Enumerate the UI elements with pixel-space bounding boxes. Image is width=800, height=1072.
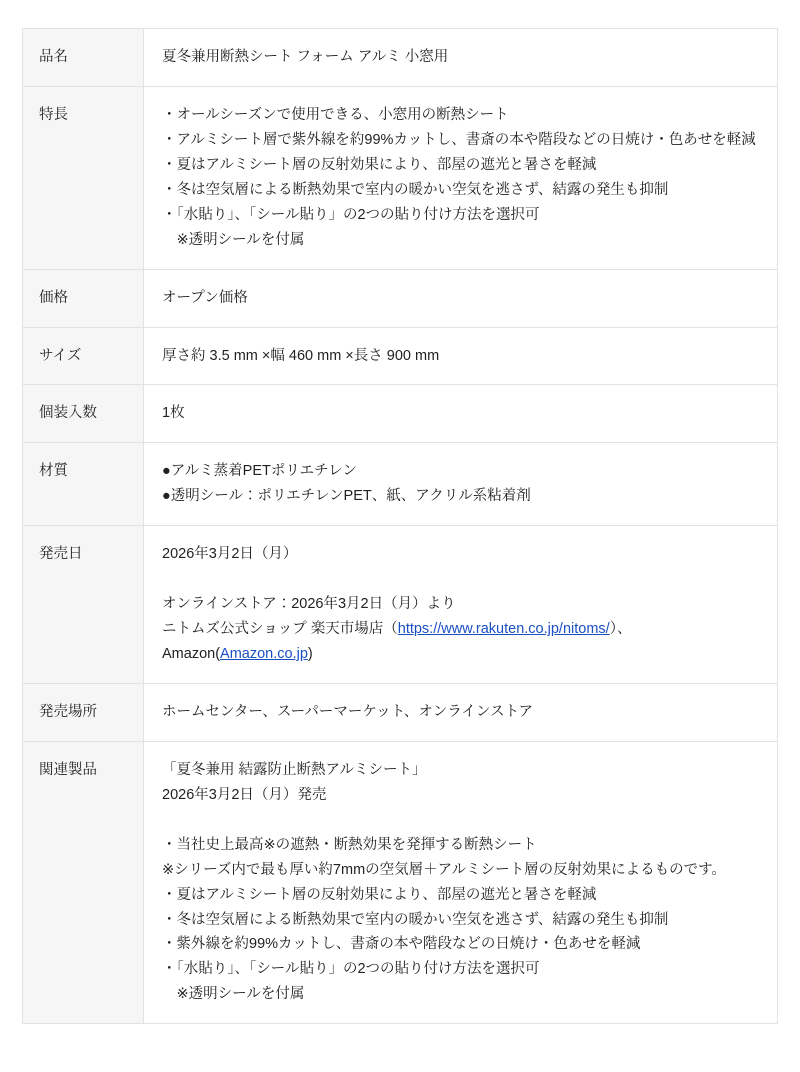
text-line: ・当社史上最高※の遮熱・断熱効果を発揮する断熱シート [162, 836, 537, 853]
row-value-price [144, 269, 778, 327]
text-line: オンラインストア：2026年3月2日（月）より [162, 596, 456, 613]
row-value-sales-location [144, 683, 778, 741]
text-line: ※シリーズ内で最も厚い約7mmの空気層＋アルミシート層の反射効果によるものです。 [162, 861, 726, 878]
row-header-material: 材質 [23, 443, 144, 526]
row-value-pack-quantity [144, 385, 778, 443]
rakuten-store-link[interactable]: https://www.rakuten.co.jp/nitoms/ [397, 621, 610, 638]
text-line: ・「水貼り」、「シール貼り」の2つの貼り付け方法を選択可 [162, 206, 540, 223]
text-line: 厚さ約 3.5 mm ×幅 460 mm ×長さ 900 mm [162, 347, 440, 364]
text-line: ホームセンター、スーパーマーケット、オンラインストア [162, 703, 534, 720]
text-line: ・紫外線を約99%カットし、書斎の本や階段などの日焼け・色あせを軽減 [162, 936, 641, 953]
text-line: ・アルミシート層で紫外線を約99%カットし、書斎の本や階段などの日焼け・色あせを軽減 [162, 131, 756, 148]
rakuten-store-line [162, 617, 759, 642]
text-line: ※透明シールを付属 [162, 986, 305, 1003]
row-header-sales-location: 発売場所 [23, 683, 144, 741]
text-line: 2026年3月2日（月） [162, 546, 298, 563]
row-header-release-date: 発売日 [23, 526, 144, 684]
text-line: ●アルミ蒸着PETポリエチレン [162, 463, 357, 480]
amazon-store-link[interactable]: Amazon.co.jp [220, 646, 308, 662]
text-line: ・「水貼り」、「シール貼り」の2つの貼り付け方法を選択可 [162, 961, 540, 978]
row-header-product-name: 品名 [23, 29, 144, 87]
text-line: 1枚 [162, 405, 185, 422]
table-row [23, 29, 778, 87]
spacer [162, 808, 759, 833]
table-row [23, 327, 778, 385]
text-suffix: ) [307, 646, 313, 662]
text-line: ・冬は空気層による断熱効果で室内の暖かい空気を逃さず、結露の発生も抑制 [162, 181, 669, 198]
row-value-features [144, 86, 778, 269]
amazon-store-line [162, 642, 759, 667]
text-line: 夏冬兼用断熱シート フォーム アルミ 小窓用 [162, 49, 449, 65]
text-line: ・冬は空気層による断熱効果で室内の暖かい空気を逃さず、結露の発生も抑制 [162, 911, 669, 928]
text-line: ●透明シール：ポリエチレンPET、紙、アクリル系粘着剤 [162, 488, 531, 505]
text-prefix: ニトムズ公式ショップ 楽天市場店（ [162, 621, 398, 638]
product-spec-table [22, 28, 778, 1024]
row-header-features: 特長 [23, 86, 144, 269]
table-row [23, 443, 778, 526]
row-value-size [144, 327, 778, 385]
table-row [23, 526, 778, 684]
table-row [23, 683, 778, 741]
row-value-product-name [144, 29, 778, 87]
row-value-related-product [144, 741, 778, 1023]
row-header-price: 価格 [23, 269, 144, 327]
row-value-material [144, 443, 778, 526]
text-line: 「夏冬兼用 結露防止断熱アルミシート」 [162, 761, 427, 778]
table-row [23, 385, 778, 443]
row-header-related-product: 関連製品 [23, 741, 144, 1023]
row-header-size: サイズ [23, 327, 144, 385]
text-prefix: Amazon( [162, 646, 221, 662]
table-row [23, 741, 778, 1023]
text-suffix: ）、 [609, 621, 632, 638]
text-line: 2026年3月2日（月）発売 [162, 786, 327, 803]
row-header-pack-quantity: 個装入数 [23, 385, 144, 443]
table-row [23, 86, 778, 269]
text-line: ・夏はアルミシート層の反射効果により、部屋の遮光と暑さを軽減 [162, 156, 597, 173]
spacer [162, 567, 759, 592]
table-row [23, 269, 778, 327]
text-line: ・夏はアルミシート層の反射効果により、部屋の遮光と暑さを軽減 [162, 886, 597, 903]
text-line: ※透明シールを付属 [162, 231, 305, 248]
text-line: オープン価格 [162, 289, 248, 306]
row-value-release-date [144, 526, 778, 684]
text-line: ・オールシーズンで使用できる、小窓用の断熱シート [162, 106, 509, 123]
